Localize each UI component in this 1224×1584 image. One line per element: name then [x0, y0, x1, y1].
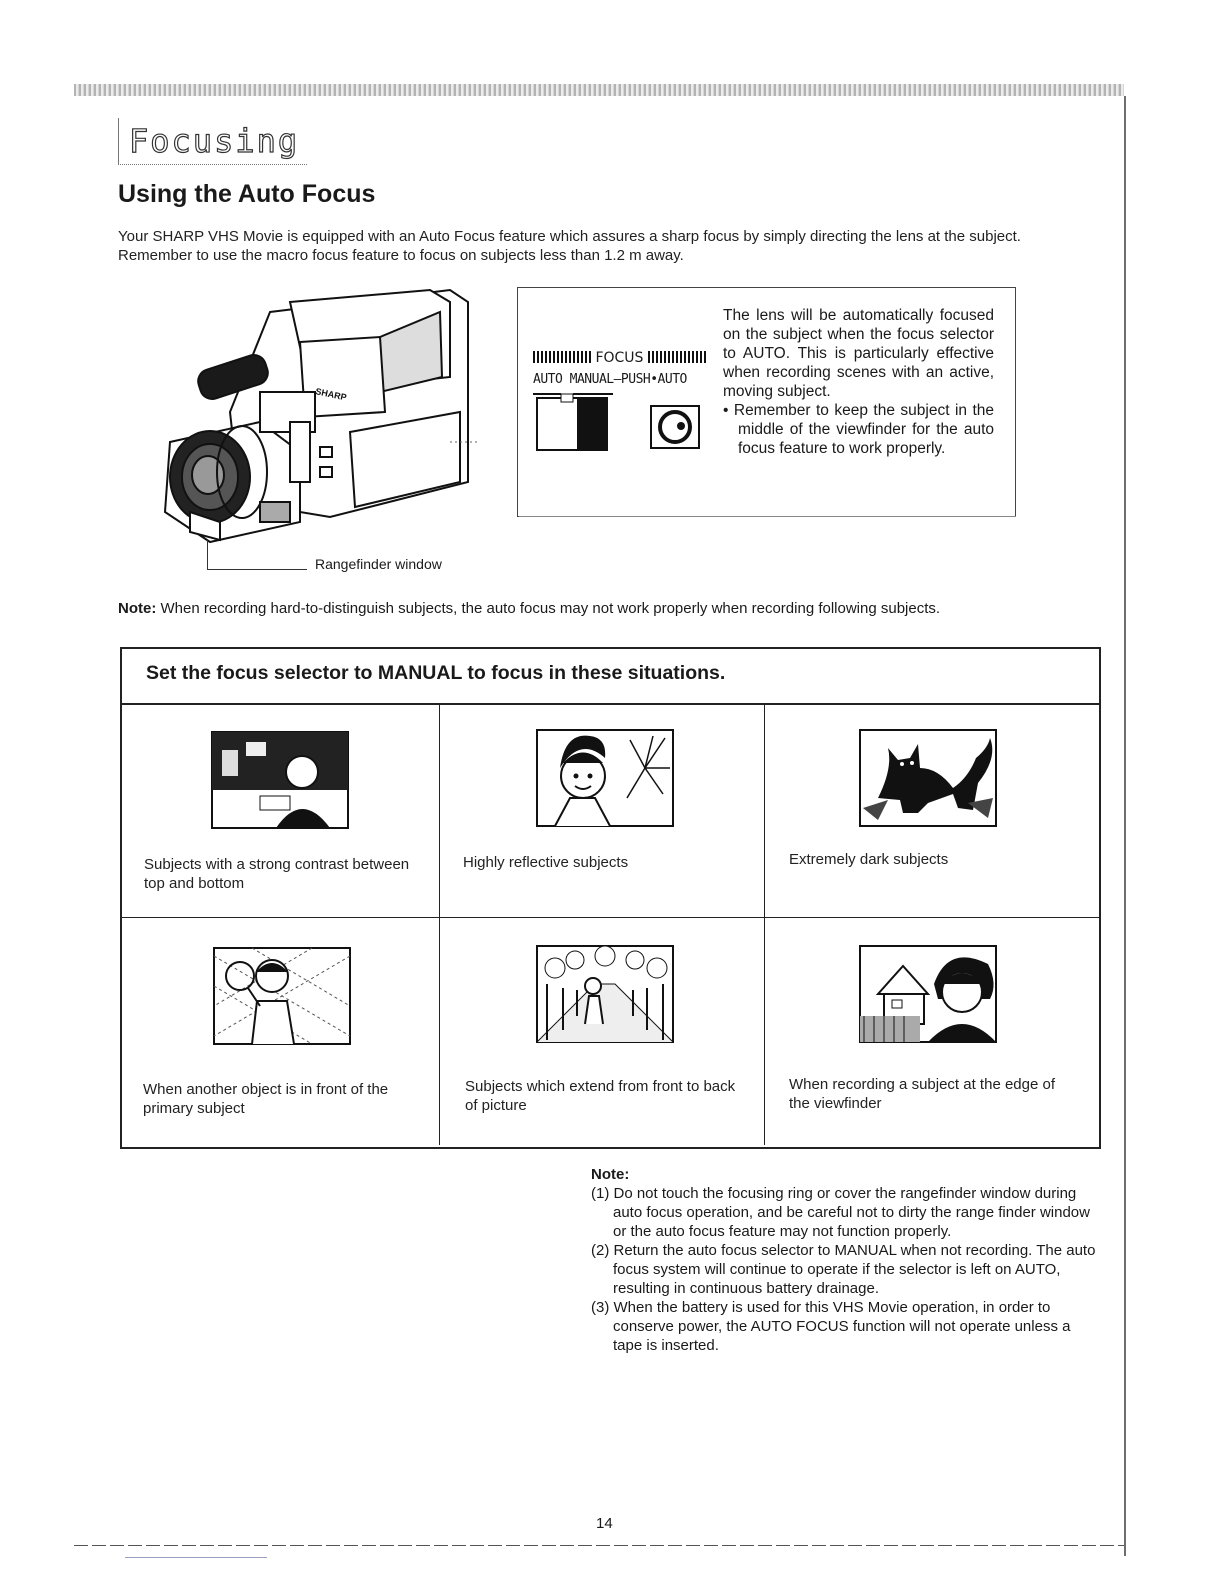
section-badge: Focusing — [118, 118, 307, 165]
focus-bars-right — [648, 351, 706, 363]
leader-line — [207, 569, 307, 570]
page-title: Using the Auto Focus — [118, 180, 376, 208]
note-item: (1) Do not touch the focusing ring or cover the rangefinder window during auto focus operation, and be careful not to dirty the range finder window or the auto focus feature may not function properly. — [591, 1185, 1090, 1240]
focus-bullet: • Remember to keep the subject in the middle of the viewfinder for the auto focus feature to work properly. — [723, 402, 994, 457]
notes-items — [591, 1184, 1101, 1355]
thumb-edge-subject — [858, 944, 998, 1044]
thumb-reflective-subject — [535, 728, 675, 828]
rangefinder-label: Rangefinder window — [315, 556, 442, 572]
switch-positions: AUTO MANUAL—PUSH•AUTO — [533, 372, 687, 387]
caption-reflective: Highly reflective subjects — [463, 854, 629, 871]
focus-label-text: FOCUS — [595, 350, 644, 366]
focus-bars-left — [533, 351, 591, 363]
thumb-dark-subject — [858, 728, 998, 828]
focus-switch-label — [533, 350, 706, 366]
caption-edge: When recording a subject at the edge of the viewfinder — [789, 1076, 1056, 1112]
page-number: 14 — [596, 1515, 613, 1532]
camcorder-illustration — [150, 282, 480, 552]
intro-paragraph: Your SHARP VHS Movie is equipped with an Auto Focus feature which assures a sharp focus by simply directing the lens at the subject. Remember to use the macro focus feature to focus on subjects less than 1.2 m away. — [118, 228, 1021, 264]
right-rule — [1124, 96, 1126, 1556]
caption-obstructed: When another object is in front of the primary subject — [143, 1081, 389, 1117]
situations-table — [120, 647, 1101, 1149]
thumb-depth-subject — [535, 944, 675, 1044]
leader-line — [207, 540, 208, 570]
notes-title: Note: — [591, 1166, 630, 1183]
table-divider — [120, 917, 1099, 918]
thumb-obstructed-subject — [212, 946, 352, 1046]
focus-switch-diagram — [533, 392, 713, 454]
focus-description — [723, 306, 994, 458]
table-divider — [764, 705, 765, 1145]
notes-list — [591, 1165, 1101, 1355]
focus-paragraph: The lens will be automatically focused on the subject when the focus selector to AUTO. This is particularly effective when recording scenes with an active, moving subject. — [723, 307, 994, 400]
caption-contrast: Subjects with a strong contrast between top and bottom — [144, 856, 410, 892]
table-divider — [120, 703, 1099, 705]
top-rule — [74, 84, 1124, 96]
note-text: When recording hard-to-distinguish subjects, the auto focus may not work properly when recording following subjects. — [156, 600, 941, 617]
thumb-contrast-subject — [210, 730, 350, 830]
bottom-rule — [74, 1545, 1124, 1546]
camera-brand: SHARP — [314, 386, 348, 403]
caption-dark: Extremely dark subjects — [789, 851, 949, 868]
box-shadow — [519, 513, 1016, 517]
table-divider — [439, 705, 440, 1145]
note-item: (3) When the battery is used for this VHS Movie operation, in order to conserve power, the AUTO FOCUS function will not operate unless a tape is inserted. — [591, 1299, 1071, 1354]
caption-depth: Subjects which extend from front to back of picture — [465, 1078, 736, 1114]
note-label: Note: — [118, 600, 157, 617]
situations-heading: Set the focus selector to MANUAL to focus in these situations. — [146, 662, 726, 684]
note-hard-subjects — [118, 600, 940, 617]
bottom-mark — [125, 1557, 267, 1558]
note-item: (2) Return the auto focus selector to MANUAL when not recording. The auto focus system will continue to operate if the selector is left on AUTO, resulting in continuous battery drainage. — [591, 1242, 1096, 1297]
